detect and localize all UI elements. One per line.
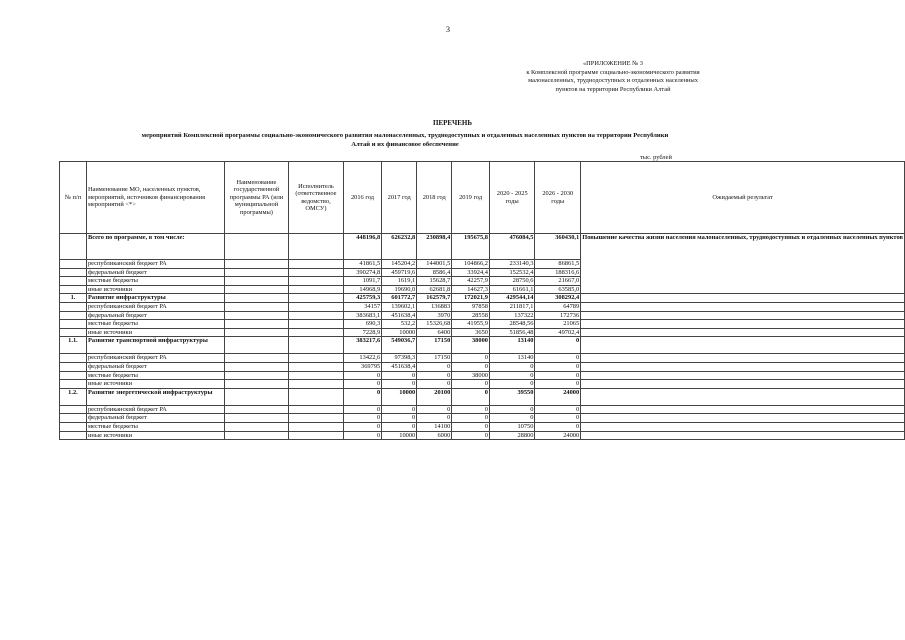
row-result: [581, 311, 905, 320]
row-name: иные источники: [86, 431, 224, 440]
value-2016: 690,3: [343, 320, 381, 329]
value-2017: 532,2: [382, 320, 417, 329]
value-2019: 42257,9: [452, 277, 490, 286]
row-program: [224, 388, 288, 405]
row-num: [60, 311, 87, 320]
row-program: [224, 320, 288, 329]
row-result: [581, 388, 905, 405]
value-2017: 0: [382, 422, 417, 431]
row-executor: [289, 362, 344, 371]
value-2020-2025: 476084,5: [489, 234, 534, 260]
header-executor: Исполнитель (ответственное ведомство, ОМСУ): [289, 162, 344, 234]
row-name: федеральный бюджет: [86, 414, 224, 423]
table-row: [60, 337, 905, 354]
value-2019: 0: [452, 380, 490, 389]
value-2026-2030: 24000: [535, 388, 581, 405]
subtitle-line: мероприятий Комплексной программы социально-экономического развития малонаселенных, труднодоступных и отдаленных населенных пунктов на территории Республики: [141, 132, 669, 139]
row-result: [581, 302, 905, 311]
value-2019: 38000: [452, 337, 490, 354]
value-2026-2030: 172736: [535, 311, 581, 320]
appendix-line: пунктов на территории Республики Алтай: [555, 85, 671, 93]
value-2017: 0: [382, 405, 417, 414]
row-num: [60, 431, 87, 440]
row-executor: [289, 302, 344, 311]
value-2017: 19690,0: [382, 285, 417, 294]
row-executor: [289, 268, 344, 277]
value-2026-2030: 188316,6: [535, 268, 581, 277]
row-result: [581, 362, 905, 371]
row-executor: [289, 405, 344, 414]
value-2017: 0: [382, 380, 417, 389]
value-2019: 172021,9: [452, 294, 490, 303]
value-2017: 1619,1: [382, 277, 417, 286]
value-2020-2025: 137322: [489, 311, 534, 320]
row-program: [224, 362, 288, 371]
value-2019: 104866,2: [452, 260, 490, 269]
row-num: [60, 234, 87, 260]
appendix-line: «ПРИЛОЖЕНИЕ № 3: [582, 60, 644, 67]
value-2026-2030: 360430,1: [535, 234, 581, 260]
row-result: [581, 320, 905, 329]
row-program: [224, 277, 288, 286]
value-2026-2030: 0: [535, 414, 581, 423]
value-2017: 97398,3: [382, 354, 417, 363]
value-2018: 230898,4: [417, 234, 452, 260]
value-2020-2025: 28750,6: [489, 277, 534, 286]
row-program: [224, 302, 288, 311]
row-name: Развитие инфраструктуры: [86, 294, 224, 303]
value-2019: 0: [452, 405, 490, 414]
row-executor: [289, 328, 344, 337]
value-2026-2030: 64789: [535, 302, 581, 311]
value-2016: 448196,8: [343, 234, 381, 260]
value-2020-2025: 10750: [489, 422, 534, 431]
row-num: [60, 371, 87, 380]
document-subtitle: [60, 131, 750, 149]
row-program: [224, 431, 288, 440]
value-2018: 0: [417, 414, 452, 423]
row-result: [581, 414, 905, 423]
value-2026-2030: 0: [535, 371, 581, 380]
value-2016: 0: [343, 414, 381, 423]
row-num: [60, 268, 87, 277]
row-result: [581, 380, 905, 389]
row-program: [224, 405, 288, 414]
value-2026-2030: 86861,5: [535, 260, 581, 269]
value-2017: 626232,8: [382, 234, 417, 260]
row-name: местные бюджеты: [86, 422, 224, 431]
value-2019: 38000: [452, 371, 490, 380]
value-2017: 0: [382, 414, 417, 423]
row-num: [60, 260, 87, 269]
row-name: местные бюджеты: [86, 320, 224, 329]
value-2020-2025: 28548,56: [489, 320, 534, 329]
value-2020-2025: 13140: [489, 354, 534, 363]
row-program: [224, 414, 288, 423]
value-2016: 369795: [343, 362, 381, 371]
row-num: [60, 380, 87, 389]
row-result: [581, 371, 905, 380]
value-2018: 20100: [417, 388, 452, 405]
table-row: [60, 422, 905, 431]
row-name: Развитие энергетической инфраструктуры: [86, 388, 224, 405]
value-2019: 28558: [452, 311, 490, 320]
value-2017: 10000: [382, 328, 417, 337]
row-name: республиканский бюджет РА: [86, 260, 224, 269]
row-name: местные бюджеты: [86, 277, 224, 286]
value-2018: 136883: [417, 302, 452, 311]
value-2026-2030: 49702,4: [535, 328, 581, 337]
value-2019: 0: [452, 354, 490, 363]
value-2018: 14100: [417, 422, 452, 431]
row-name: местные бюджеты: [86, 371, 224, 380]
row-executor: [289, 414, 344, 423]
value-2019: 0: [452, 414, 490, 423]
value-2018: 0: [417, 362, 452, 371]
row-result: [581, 294, 905, 303]
value-2020-2025: 0: [489, 380, 534, 389]
header-result: Ожидаемый результат: [581, 162, 905, 234]
value-2019: 97858: [452, 302, 490, 311]
row-num: [60, 362, 87, 371]
value-2020-2025: 61661,1: [489, 285, 534, 294]
value-2016: 13422,6: [343, 354, 381, 363]
value-2019: 14627,3: [452, 285, 490, 294]
value-2019: 3650: [452, 328, 490, 337]
row-executor: [289, 260, 344, 269]
value-2016: 0: [343, 422, 381, 431]
value-2017: 549036,7: [382, 337, 417, 354]
table-row: [60, 371, 905, 380]
value-2018: 6000: [417, 431, 452, 440]
value-2016: 0: [343, 431, 381, 440]
value-2020-2025: 233140,3: [489, 260, 534, 269]
value-2017: 145204,2: [382, 260, 417, 269]
header-2016: 2016 год: [343, 162, 381, 234]
value-2018: 0: [417, 405, 452, 414]
table-body: [60, 234, 905, 440]
table-row: [60, 431, 905, 440]
page-number: 3: [446, 25, 450, 34]
row-program: [224, 422, 288, 431]
table-row: [60, 320, 905, 329]
value-2016: 7228,9: [343, 328, 381, 337]
value-2026-2030: 0: [535, 337, 581, 354]
row-program: [224, 260, 288, 269]
value-2020-2025: 13140: [489, 337, 534, 354]
value-2018: 8586,4: [417, 268, 452, 277]
value-2020-2025: 152532,4: [489, 268, 534, 277]
row-program: [224, 294, 288, 303]
row-name: республиканский бюджет РА: [86, 354, 224, 363]
value-2020-2025: 39550: [489, 388, 534, 405]
value-2017: 0: [382, 371, 417, 380]
value-2026-2030: 21065: [535, 320, 581, 329]
header-2018: 2018 год: [417, 162, 452, 234]
value-2018: 162579,7: [417, 294, 452, 303]
table-row: [60, 234, 905, 260]
value-2016: 383217,6: [343, 337, 381, 354]
value-2026-2030: 63585,0: [535, 285, 581, 294]
value-2018: 15628,7: [417, 277, 452, 286]
row-result: [581, 431, 905, 440]
value-2020-2025: 0: [489, 405, 534, 414]
value-2017: 10000: [382, 388, 417, 405]
row-name: Всего по программе, в том числе:: [86, 234, 224, 260]
value-2017: 451638,4: [382, 311, 417, 320]
table-row: [60, 362, 905, 371]
table-row: [60, 414, 905, 423]
value-2020-2025: 0: [489, 362, 534, 371]
value-2016: 41861,5: [343, 260, 381, 269]
row-num: [60, 354, 87, 363]
subtitle-line: Алтай и их финансовое обеспечение: [351, 141, 459, 148]
row-executor: [289, 311, 344, 320]
row-num: [60, 422, 87, 431]
value-2017: 10000: [382, 431, 417, 440]
value-2019: 33924,4: [452, 268, 490, 277]
header-2017: 2017 год: [382, 162, 417, 234]
value-2016: 425759,3: [343, 294, 381, 303]
value-2020-2025: 0: [489, 371, 534, 380]
value-2026-2030: 0: [535, 380, 581, 389]
row-num: [60, 277, 87, 286]
value-2018: 6400: [417, 328, 452, 337]
row-result: [581, 422, 905, 431]
value-2016: 0: [343, 380, 381, 389]
row-name: иные источники: [86, 285, 224, 294]
value-2016: 0: [343, 371, 381, 380]
value-2017: 451638,4: [382, 362, 417, 371]
value-2016: 383683,1: [343, 311, 381, 320]
value-2020-2025: 28800: [489, 431, 534, 440]
value-2016: 14968,9: [343, 285, 381, 294]
header-2020-2025: 2020 - 2025 годы: [489, 162, 534, 234]
row-num: 1.2.: [60, 388, 87, 405]
value-2020-2025: 429544,14: [489, 294, 534, 303]
row-name: Развитие транспортной инфраструктуры: [86, 337, 224, 354]
row-num: [60, 405, 87, 414]
row-program: [224, 337, 288, 354]
row-program: [224, 268, 288, 277]
value-2019: 0: [452, 388, 490, 405]
table-row: [60, 294, 905, 303]
appendix-line: малонаселенных, труднодоступных и отдаленных населенных: [528, 77, 698, 85]
value-2026-2030: 0: [535, 362, 581, 371]
row-executor: [289, 380, 344, 389]
value-2026-2030: 24000: [535, 431, 581, 440]
document-title: ПЕРЕЧЕНЬ: [433, 119, 472, 127]
row-program: [224, 371, 288, 380]
value-2016: 34157: [343, 302, 381, 311]
table-row: [60, 405, 905, 414]
row-executor: [289, 285, 344, 294]
value-2016: 390274,8: [343, 268, 381, 277]
measures-table: [59, 161, 905, 440]
value-2019: 0: [452, 422, 490, 431]
appendix-header: [486, 60, 740, 94]
row-result: [581, 354, 905, 363]
value-2018: 15326,68: [417, 320, 452, 329]
appendix-line: к Комплексной программе социально-экономического развития: [526, 68, 700, 76]
header-name: Наименование МО, населенных пунктов, мероприятий, источников финансирования мероприятий <*>: [86, 162, 224, 234]
row-num: 1.1.: [60, 337, 87, 354]
table-row: [60, 354, 905, 363]
table-row: [60, 380, 905, 389]
table-row: [60, 311, 905, 320]
units-label: тыс. рублей: [640, 154, 672, 161]
row-executor: [289, 337, 344, 354]
header-2019: 2019 год: [452, 162, 490, 234]
value-2019: 0: [452, 362, 490, 371]
row-program: [224, 354, 288, 363]
row-executor: [289, 354, 344, 363]
row-program: [224, 380, 288, 389]
value-2016: 0: [343, 388, 381, 405]
expected-result: Повышение качества жизни населения малонаселенных, труднодоступных и отдаленных населенных пунктов: [581, 234, 905, 294]
value-2018: 62681,8: [417, 285, 452, 294]
row-num: 1.: [60, 294, 87, 303]
value-2018: 0: [417, 380, 452, 389]
row-executor: [289, 277, 344, 286]
row-name: федеральный бюджет: [86, 311, 224, 320]
value-2017: 459719,6: [382, 268, 417, 277]
row-num: [60, 285, 87, 294]
value-2019: 41955,9: [452, 320, 490, 329]
value-2017: 601772,7: [382, 294, 417, 303]
value-2017: 139602,1: [382, 302, 417, 311]
row-executor: [289, 388, 344, 405]
row-result: [581, 405, 905, 414]
value-2026-2030: 0: [535, 405, 581, 414]
value-2018: 144001,5: [417, 260, 452, 269]
value-2026-2030: 0: [535, 354, 581, 363]
row-executor: [289, 371, 344, 380]
row-result: [581, 337, 905, 354]
row-program: [224, 285, 288, 294]
table-row: [60, 388, 905, 405]
value-2026-2030: 21667,0: [535, 277, 581, 286]
value-2016: 1091,7: [343, 277, 381, 286]
value-2020-2025: 0: [489, 414, 534, 423]
value-2020-2025: 51856,48: [489, 328, 534, 337]
value-2026-2030: 308292,4: [535, 294, 581, 303]
row-num: [60, 320, 87, 329]
value-2018: 17150: [417, 337, 452, 354]
value-2016: 0: [343, 405, 381, 414]
row-name: республиканский бюджет РА: [86, 405, 224, 414]
row-num: [60, 414, 87, 423]
row-result: [581, 328, 905, 337]
row-name: федеральный бюджет: [86, 362, 224, 371]
value-2019: 0: [452, 431, 490, 440]
table-row: [60, 328, 905, 337]
row-executor: [289, 234, 344, 260]
value-2026-2030: 0: [535, 422, 581, 431]
header-2026-2030: 2026 - 2030 годы: [535, 162, 581, 234]
row-num: [60, 302, 87, 311]
row-name: федеральный бюджет: [86, 268, 224, 277]
value-2018: 0: [417, 371, 452, 380]
value-2018: 17150: [417, 354, 452, 363]
table-row: [60, 302, 905, 311]
row-executor: [289, 320, 344, 329]
value-2018: 3970: [417, 311, 452, 320]
row-num: [60, 328, 87, 337]
header-program: Наименование государственной программы РА (или муниципальной программы): [224, 162, 288, 234]
header-num: № п/п: [60, 162, 87, 234]
row-program: [224, 234, 288, 260]
row-name: иные источники: [86, 328, 224, 337]
value-2020-2025: 211817,1: [489, 302, 534, 311]
row-name: иные источники: [86, 380, 224, 389]
row-name: республиканский бюджет РА: [86, 302, 224, 311]
row-program: [224, 328, 288, 337]
row-executor: [289, 431, 344, 440]
table-header-row: [60, 162, 905, 234]
row-executor: [289, 294, 344, 303]
value-2019: 195675,8: [452, 234, 490, 260]
row-executor: [289, 422, 344, 431]
row-program: [224, 311, 288, 320]
